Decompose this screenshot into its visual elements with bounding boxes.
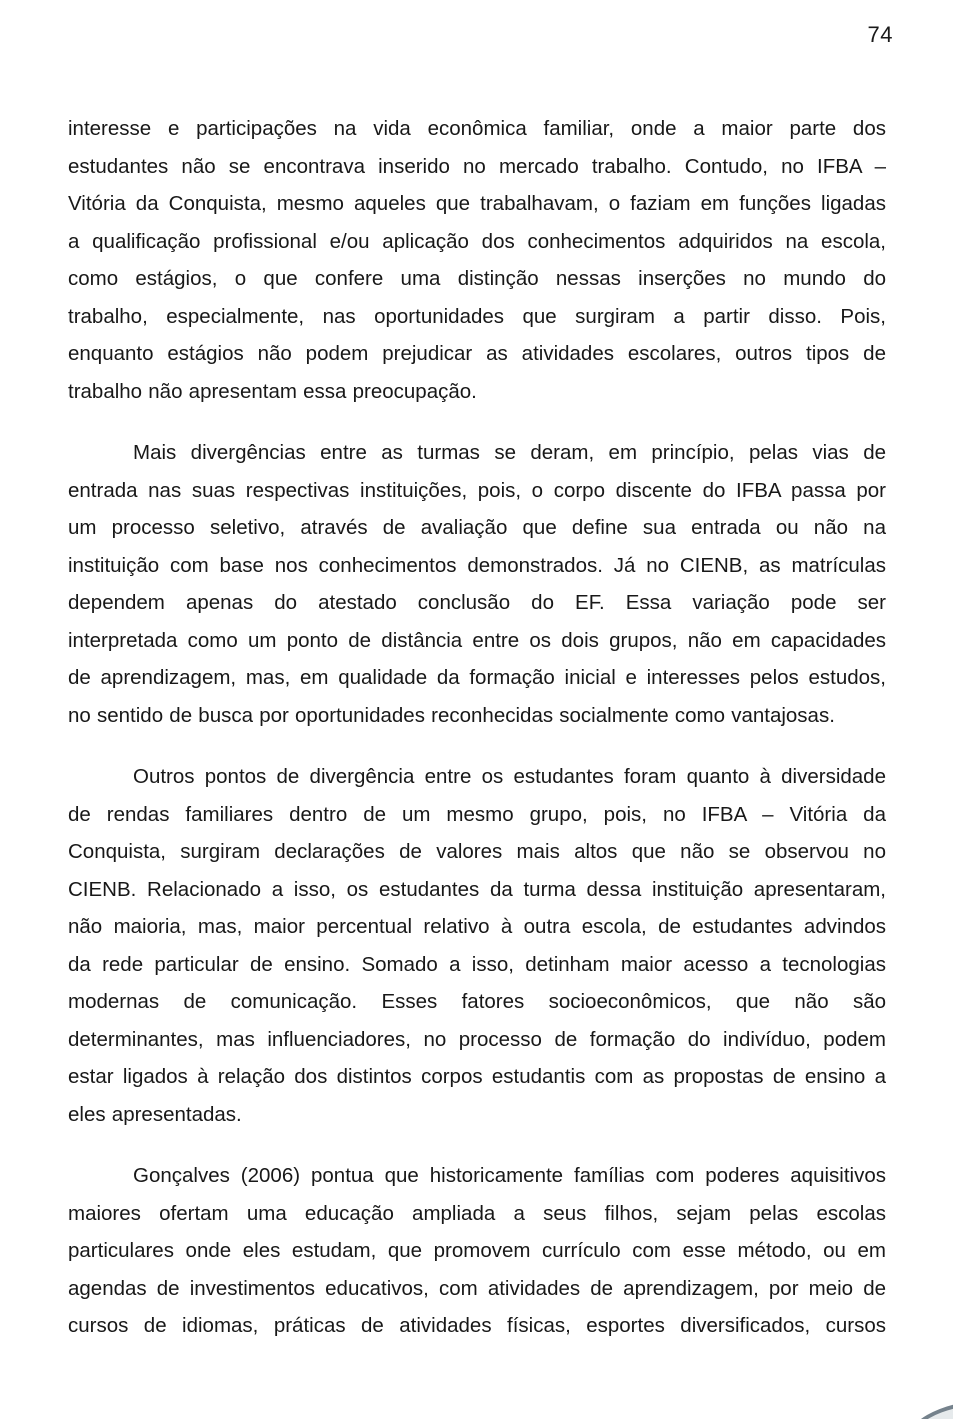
- corner-ellipse-ornament: [903, 1401, 953, 1419]
- text-line: Gonçalves (2006) pontua que historicamente famílias com poderes aquisitivos: [133, 1164, 886, 1187]
- text-line: CIENB. Relacionado a isso, os estudantes da turma dessa instituição apresentaram,: [68, 877, 886, 901]
- text-line: Outros pontos de divergência entre os estudantes foram quanto à diversidade: [133, 765, 886, 788]
- text-line: trabalho, especialmente, nas oportunidades que surgiram a partir disso. Pois,: [68, 304, 886, 328]
- text-line: maiores ofertam uma educação ampliada a seus filhos, sejam pelas escolas: [68, 1201, 886, 1225]
- text-line: instituição com base nos conhecimentos demonstrados. Já no CIENB, as matrículas: [68, 553, 886, 577]
- text-line: agendas de investimentos educativos, com atividades de aprendizagem, por meio de: [68, 1276, 886, 1300]
- text-line: eles apresentadas.: [68, 1102, 242, 1126]
- text-line: estar ligados à relação dos distintos corpos estudantis com as propostas de ensino a: [68, 1065, 886, 1088]
- text-line: da rede particular de ensino. Somado a isso, detinham maior acesso a tecnologias: [68, 952, 886, 976]
- text-line: a qualificação profissional e/ou aplicação dos conhecimentos adquiridos na escola,: [68, 229, 886, 253]
- text-line: Vitória da Conquista, mesmo aqueles que trabalhavam, o faziam em funções ligadas: [68, 192, 886, 215]
- text-line: estudantes não se encontrava inserido no mercado trabalho. Contudo, no IFBA –: [68, 154, 886, 178]
- text-line: entrada nas suas respectivas instituições, pois, o corpo discente do IFBA passa por: [68, 478, 886, 502]
- text-line: interpretada como um ponto de distância entre os dois grupos, não em capacidades: [68, 628, 886, 652]
- text-line: no sentido de busca por oportunidades reconhecidas socialmente como vantajosas.: [68, 703, 835, 727]
- text-line: não maioria, mas, maior percentual relativo à outra escola, de estudantes advindos: [68, 915, 886, 938]
- text-line: trabalho não apresentam essa preocupação.: [68, 379, 477, 403]
- text-line: interesse e participações na vida econômica familiar, onde a maior parte dos: [68, 117, 886, 140]
- text-line: como estágios, o que confere uma distinção nessas inserções no mundo do: [68, 267, 886, 290]
- text-line: de rendas familiares dentro de um mesmo grupo, pois, no IFBA – Vitória da: [68, 802, 886, 826]
- paragraph-4: [68, 1157, 886, 1345]
- text-line: cursos de idiomas, práticas de atividades físicas, esportes diversificados, cursos: [68, 1314, 886, 1337]
- text-line: Mais divergências entre as turmas se deram, em princípio, pelas vias de: [133, 441, 886, 464]
- text-line: dependem apenas do atestado conclusão do EF. Essa variação pode ser: [68, 591, 886, 614]
- paragraph-2: [68, 434, 886, 734]
- text-line: Conquista, surgiram declarações de valores mais altos que não se observou no: [68, 840, 886, 863]
- paragraph-1: [68, 110, 886, 410]
- text-line: modernas de comunicação. Esses fatores socioeconômicos, que não são: [68, 990, 886, 1013]
- page-number: 74: [867, 22, 893, 47]
- text-line: enquanto estágios não podem prejudicar as atividades escolares, outros tipos de: [68, 342, 886, 365]
- text-line: determinantes, mas influenciadores, no processo de formação do indivíduo, podem: [68, 1027, 886, 1051]
- page-content: [68, 110, 886, 1345]
- paragraph-3: [68, 758, 886, 1133]
- text-line: de aprendizagem, mas, em qualidade da formação inicial e interesses pelos estudos,: [68, 666, 886, 689]
- text-line: um processo seletivo, através de avaliação que define sua entrada ou não na: [68, 516, 886, 539]
- text-line: particulares onde eles estudam, que promovem currículo com esse método, ou em: [68, 1239, 886, 1262]
